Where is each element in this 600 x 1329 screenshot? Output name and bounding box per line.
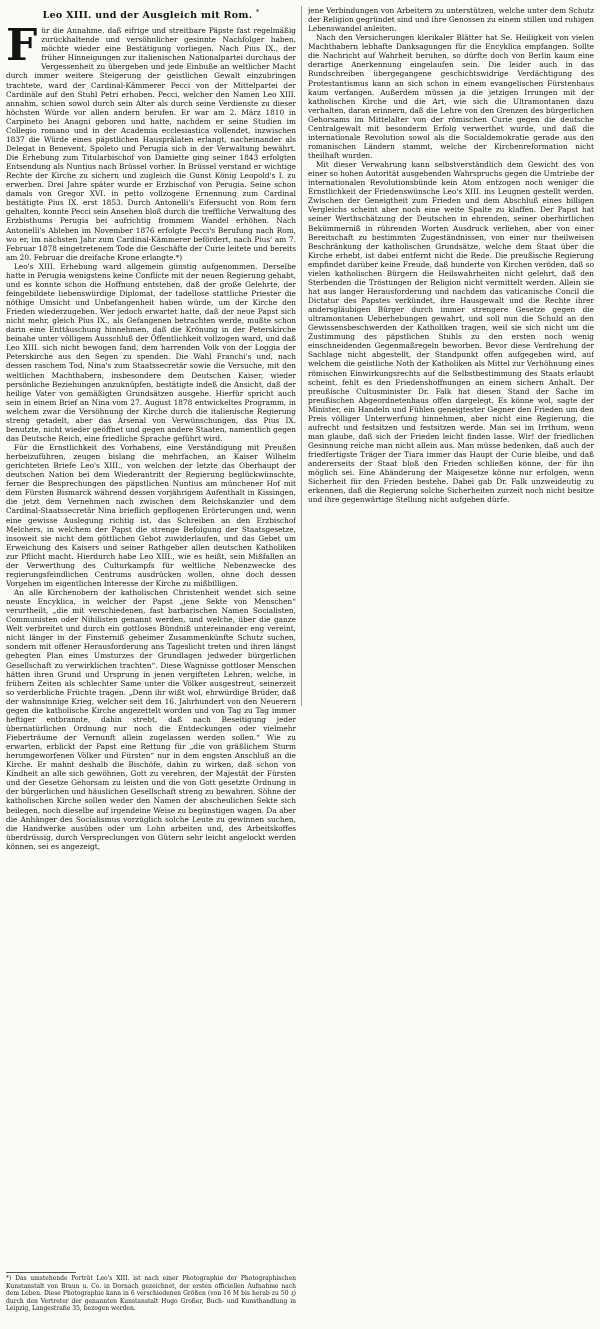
paragraph-3: Für die Ernstlichkeit des Vorhabens, eine Verständigung mit Preußen herbeizuführen, zeugen bislang die mehrfachen, an Kaiser Wilhelm gerichteten Briefe Leo's XIII., von welchen der letzte das Oberhaupt der deutschen Nation bei dem Wiederantritt der Regierung beglückwünschte, ferner die Besprechungen des päpstlichen Nuntius am münchener Hof mit dem Fürsten Bismarck während dessen vorjährigem Aufenthalt in Kissingen, die jetzt dem Vernehmen nach zwischen dem Reichskanzler und dem Cardinal-Staatssecretär Nina brieflich gepflogenen Erörterungen und, wenn eine gewisse Auslegung richtig ist, das Schreiben an den Erzbischof Melchers, in welchem der Papst die strenge Befolgung der Staatsgesetze, insoweit sie nicht dem göttlichen Gebot zuwiderlaufen, und das Gebet um Erweichung des Kaisers und seiner Rathgeber allen deutschen Katholiken zur Pflicht macht. Hierdurch habe Leo XIII., wie es heißt, sein Mißfallen an der Verwerthung des Culturkampfs für weltliche Nebenzwecke des regierungsfeindlichen Centrums ausdrücken wollen, ohne doch dessen Vorgehen im eigentlichen Interesse der Kirche zu mißbilligen. (6, 443, 296, 588)
paragraph-2: Leo's XIII. Erhebung ward allgemein günstig aufgenommen. Derselbe hatte in Perugia wenigstens keine Conflicte mit der neuen Regierung gehabt, und es konnte schon die Hoffnung entstehen, daß der große Gelehrte, der feingebildete liebenswürdige Diplomat, der tadellose stattliche Priester die nöthige Umsicht und Unbefangenheit haben würde, um der Kirche den Frieden wiederzugeben. Wer jedoch erwartet hatte, daß der neue Papst sich nicht mehr, gleich Pius IX., als Gefangenen betrachten werde, mußte schon darin eine Enttäuschung hinnehmen, daß die Krönung in der Peterskirche beinahe unter völligem Ausschluß der Öffentlichkeit vollzogen ward, und daß Leo XIII. sich nicht bewogen fand, dem harrenden Volk von der Loggia der Peterskirche aus den Segen zu spenden. Die Wahl Franchi's und, nach dessen raschem Tod, Nina's zum Staatssecretär sowie die Versuche, mit den weltlichen Machthabern, insbesondere dem Deutschen Kaiser, wieder persönliche Beziehungen anzuknüpfen, bestätigte indeß die Ansicht, daß der heilige Vater von gemäßigten Grundsätzen ausgehe. Hierfür spricht auch sein in einem Brief an Nina vom 27. August 1878 entwickeltes Programm, in welchem zwar die Versöhnung der Kirche durch die italienische Regierung streng getadelt, aber das Arsenal von Verwünschungen, das Pius IX. benutzte, nicht wieder geöffnet und gegen andere Staaten, namentlich gegen das Deutsche Reich, eine friedliche Sprache geführt wird. (6, 261, 296, 443)
paragraph-5: jene Verbindungen von Arbeitern zu unterstützen, welche unter dem Schutz der Religion gegründet sind und ihre Genossen zu einem stillen und ruhigen Lebenswandel anleiten. (308, 6, 594, 34)
paragraph-4: An alle Kirchenobern der katholischen Christenheit wendet sich seine neuste Encyklica, in welcher der Papst „jene Sekte von Menschen“ verurtheilt, „die mit verschiedenen, fast barbarischen Namen Socialisten, Communisten oder Nihilisten genannt werden, und welche, über die ganze Welt verbreitet und durch ein gottloses Bündniß untereinander eng vereint, nicht länger in der Finsterniß geheimer Zusammenkünfte Schutz suchen, sondern mit offener Herausforderung ans Tageslicht treten und ihren längst gehegten Plan eines Umsturzes der Grundlagen jedweder bürgerlichen Gesellschaft zu verwirklichen trachten“. Diese Wagnisse gottloser Menschen hätten ihren Grund und Ursprung in jenen vergifteten Lehren, welche, in frühern Zeiten als schlechter Same unter die Völker ausgestreut, seinerzeit so verderbliche Früchte tragen. „Denn ihr wißt wol, ehrwürdige Brüder, daß der wahnsinnige Krieg, welcher seit dem 16. Jahrhundert von den Neuerern gegen die katholische Kirche angezettelt worden und von Tag zu Tag immer heftiger entbrannte, dahin strebt, daß nach Beseitigung jeder übernatürlichen Ordnung nur noch die Entdeckungen oder vielmehr Fieberträume der Vernunft allein zugelassen werden sollen.“ Wie zu erwarten, erblickt der Papst eine Rettung für „die von gräßlichem Sturm herumgeworfenen Völker und Fürsten“ nur in dem engsten Anschluß an die Kirche. Er mahnt deshalb die Bischöfe, dahin zu wirken, daß schon von Kindheit an alle sich gewöhnen, Gott zu verehren, der Majestät der Fürsten und der Gesetze Gehorsam zu leisten und die von Gott gesetzte Ordnung in der bürgerlichen und häuslichen Gesellschaft streng zu bewahren. Söhne der katholischen Kirche sollen weder den Namen der abscheulichen Sekte sich beilegen, noch dieselbe auf irgendeine Weise zu begünstigen wagen. Da aber die Anhänger des Socialismus vorzüglich solche Leute zu gewinnen suchen, die Handwerke ausüben oder um Lohn arbeiten und, des Arbeitskoffes überdrüssig, durch Verspreclungen von Gütern sehr leicht angelockt werden können, sei es angezeigt, (6, 588, 296, 851)
title-footnote-marker: * (255, 9, 260, 16)
paragraph-1-text: ür die Annahme, daß eifrige und streitbare Päpste fast regelmäßig zurückhaltende und versöhnlicher gesinnte Nachfolger haben, möchte wieder eine Bestätigung vorliegen. Nach Pius IX., der früher Hinneigungen zur italienischen Nationalpartei durchaus der Vergessenheit zu übergeben und jede Einbuße an weltlicher Macht durch immer weitere Steigerung der geistlichen Gewalt einzubringen trachtete, ward der Cardinal-Kämmerer Pecci von der Mittelpartei der Cardinäle auf den Stuhl Petri erhoben. Pecci, welcher den Namen Leo XIII. annahm, schien sowol durch sein Alter als durch seine Verdienste zu dieser höchsten Würde vor allen andern berufen. Er war am 2. März 1810 in Carpineto bei Anagni geboren und hatte, nachdem er seine Studien im Collegio romano und in der Academia ecclesiastica vollendet, inzwischen 1837 die Würde eines päpstlichen Hausprälaten erlangt, nacheinander als Delegat in Benevent, Spoleto und Perugia sich in der Verwaltung bewährt. Die Erhebung zum Titularbischof von Damiette ging seiner 1843 erfolgten Entsendung als Nuntius nach Brüssel vorher. In Brüssel verstand er wichtige Rechte der Kirche zu sichern und zugleich die Gunst König Leopold's I. zu erwerben. Drei Jahre später wurde er Erzbischof von Perugia. Seine schon damals von Gregor XVI. in petto vollzogene Ernennung zum Cardinal bestätigte Pius IX. erst 1853. Durch Antonelli's Eifersucht von Rom fern gehalten, konnte Pecci sein Ansehen bloß durch die treffliche Verwaltung des Erzbisthums Perugia bei aufrichtig frommem Wandel erhöhen. Nach Antonelli's Ableben im November 1876 erfolgte Pecci's Berufung nach Rom, wo er, im nächsten Jahr zum Cardinal-Kämmerer befördert, nach Pius' am 7. Februar 1878 eingetretenem Tode die Geschäfte der Curie leitete und bereits am 20. Februar die dreifache Krone erlangte.*) (6, 26, 296, 262)
article-title-text: Leo XIII. und der Ausgleich mit Rom. (42, 10, 253, 22)
paragraph-1 (6, 20, 296, 262)
article-right-column (308, 6, 594, 706)
paragraph-7: Mit dieser Verwahrung kann selbstverständlich dem Gewicht des von einer so hohen Autorität ausgehenden Wahrspruchs gegen die Umtriebe der internationalen Revolutionsbünde kein Atom entzogen noch weniger die Ernstlichkeit der Friedenswünsche Leo's XIII. ins Leugnen gestellt werden. Zwischen der Geneigtheit zum Frieden und dem Abschluß eines billigen Vergleichs scheint aber noch eine weite Spalte zu klaffen. Der Papst hat seiner Werthschätzung der Deutschen in ehrenden, seiner oberhirtlichen Bekümmerniß in rührenden Worten Ausdruck verliehen, aber von einer Bereitschaft zu bestimmten Zugeständnissen, von einer nur theilweisen Beschränkung der katholischen Grundsätze, welche dem Staat über die Kirche erhebt, ist dabei entfernt nicht die Rede. Die preußische Regierung empfindet darüber keine Freude, daß hunderte von Kirchen veröden, daß so vielen katholischen Bürgern die Heilswahrheiten nicht gelehrt, daß den Sterbenden die Tröstungen der Religion nicht vermittelt werden. Allein sie hat aus langer Herausforderung und nachdem das vaticanische Concil die Dictatur des Papstes verkündet, ihre Hausgewalt und die Rechte ihrer andersgläubigen Bürger durch immer strengere Gesetze gegen die ultramontanen Ueberhebungen gewahrt, und soll nun die Schuld an den Gewissensbeschwerden der Katholiken tragen, weil sie sich nicht um die Zustimmung des päpstlichen Stuhls zu den ersten noch wenig einschneidenden Gegenmaßregeln beworben. Bevor diese Verdrehung der Sachlage nicht abgestellt, der Standpunkt offen aufgegeben wird, auf welchem die geistliche Noth der Katholiken als Mittel zur Verhöhnung eines römischen Einwirkungsrechts auf die Selbstbestimmung des Staats erlaubt scheint, fehlt es den Friedenshoffnungen an einem sichern Anhalt. Der preußische Cultusminister Dr. Falk hat diesen Stand der Sache im preußischen Abgeordnetenhaus offen dargelegt. Es könne wol, sagte der Minister, ein Handeln und Fühlen geneigtester Gegner den Frieden um den Preis völliger Unterwerfung hinnehmen, aber nicht eine Regierung, die aufrecht und festsitzen und festsitzen werde. Man sei im Irrthum, wenn man glaube, daß sich der Frieden leicht finden lasse. Wir! der friedlichen Gesinnung reiche man nicht allein aus. Man müsse bedenken, daß auch der friedfertigste Träger der Tiara immer das Haupt der Curie bleibe, und daß andererseits der Staat bloß den Frieden schließen könne, der für ihn möglich sei. Eine Abänderung der Maigesetze könne nur erfolgen, wenn Sicherheit für den Frieden bestehe. Dabei gab Dr. Falk unzweideutig zu erkennen, daß die Regierung solche Sicherheiten zurzeit noch nicht besitze und ihre gegenwärtige Stellung nicht aufgeben dürfe. (308, 160, 594, 505)
newspaper-page (6, 6, 594, 1323)
footnote-divider (6, 1272, 76, 1273)
drop-cap-letter: F (6, 20, 38, 72)
footnote: *) Das umstehende Porträt Leo's XIII. ist nach einer Photographie der Photographischen Kunstanstalt von Braun u. Co. in Dornach gezeichnet, der ersten officiellen Aufnahme nach dem Leben. Diese Photographie kann in 6 verschiedenen Größen (von 16 M bis herab zu 50 ₰) durch den Vertreter der genannten Kunstanstalt Hugo Großer, Buch- und Kunsthandlung in Leipzig, Langestraße 35, bezogen werden. (6, 1275, 296, 1313)
column-divider (301, 6, 302, 706)
article-title (6, 6, 296, 23)
paragraph-6: Nach den Versicherungen klerikaler Blätter hat Se. Heiligkeit von vielen Machthabern lebhafte Danksagungen für die Encyklica empfangen. Sollte die Nachricht auf Wahrheit beruhen, so dürfte doch von Berlin kaum eine derartige Anerkennung eingelaufen sein. Die leider auch in das Rundschreiben übergegangene geschichtswidrige Verdächtigung des Protestantismus kann an sich schon in einem evangelischen Fürstenhaus kaum verfangen. Außerdem müssen ja die jetzigen Irrungen mit der katholischen Kirche und die Art, wie sich die Ultramontanen dazu verhalten, daran erinnern, daß die Lehre von den Grenzen des bürgerlichen Gehorsams im Mittelalter von der römischen Curie gegen die deutsche Centralgewalt mit besonderm Erfolg verwerthet wurde, und daß die internationale Revolution sowol als die Socialdemokratie gerade aus den romanischen Ländern stammt, welche der Kirchenreformation nicht theilhaft wurden. (308, 33, 594, 160)
article-left-column (6, 6, 296, 1268)
